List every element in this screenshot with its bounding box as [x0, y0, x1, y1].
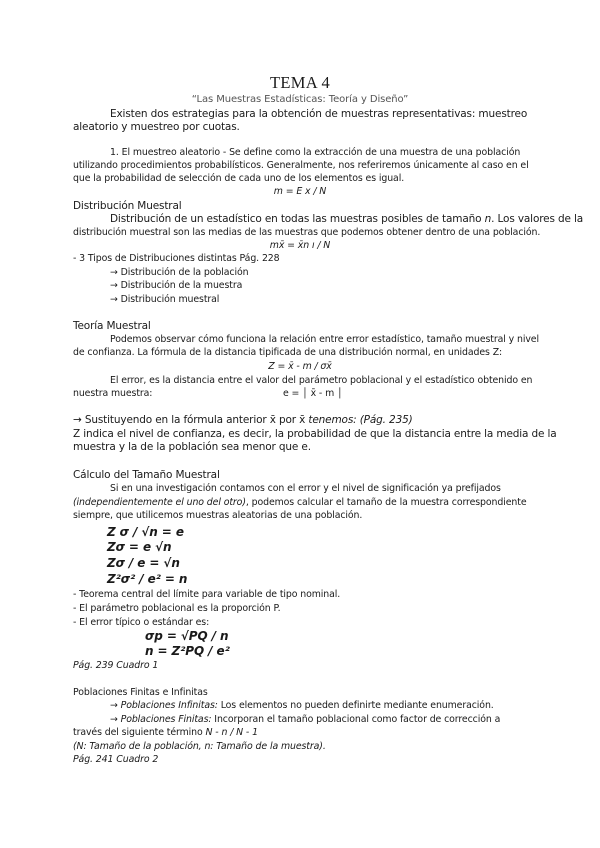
distribucion-line-1: Distribución de un estadístico en todas las muestras posibles de tamaño n. Los valores de la: [110, 213, 584, 225]
poblaciones-finitas-line-2: través del siguiente término N - n / N - 1: [73, 727, 258, 738]
calculo-line-2: (independientemente el uno del otro), podemos calcular el tamaño de la muestra correspondiente: [73, 497, 527, 508]
heading-distribucion-muestral: Distribución Muestral: [73, 200, 182, 212]
formula-n: n = Z²PQ / e²: [145, 644, 230, 658]
teoria-line-4: nuestra muestra:: [73, 388, 153, 399]
heading-poblaciones: Poblaciones Finitas e Infinitas: [73, 687, 208, 698]
formula-sigma-p: σp = √PQ / n: [145, 629, 229, 643]
calculo-line-3: siempre, que utilicemos muestras aleatorias de una población.: [73, 510, 363, 521]
teoria-line-2: de confianza. La fórmula de la distancia tipificada de una distribución normal, en unidades Z:: [73, 347, 503, 358]
page-title: TEMA 4: [269, 73, 330, 92]
sustituyendo-line: → Sustituyendo en la fórmula anterior x̄ por x̄ tenemos: (Pág. 235): [73, 414, 413, 426]
tipos-distribuciones: - 3 Tipos de Distribuciones distintas Pág. 228: [73, 253, 280, 264]
page-subtitle: “Las Muestras Estadísticas: Teoría y Diseño”: [191, 94, 409, 105]
intro-line-2: aleatorio y muestreo por cuotas.: [73, 121, 240, 133]
z-explicacion-line-1: Z indica el nivel de confianza, es decir, la probabilidad de que la distancia entre la media de la: [73, 428, 557, 440]
teoria-line-3: El error, es la distancia entre el valor del parámetro poblacional y el estadístico obtenido en: [110, 375, 533, 386]
ref-cuadro-1: Pág. 239 Cuadro 1: [73, 660, 159, 671]
calculo-line-1: Si en una investigación contamos con el error y el nivel de significación ya prefijados: [110, 483, 501, 494]
heading-calculo-tamano: Cálculo del Tamaño Muestral: [73, 469, 220, 481]
formula-step-1: Z σ / √n = e: [107, 525, 184, 539]
nota-tamanos: (N: Tamaño de la población, n: Tamaño de la muestra).: [73, 741, 326, 752]
bullet-error-tipico: - El error típico o estándar es:: [73, 617, 210, 628]
list-item: → Distribución de la población: [110, 267, 249, 278]
list-item: → Distribución de la muestra: [110, 280, 243, 291]
formula-z: Z = x̄ - m / σx̄: [268, 361, 332, 372]
bullet-parametro: - El parámetro poblacional es la proporción P.: [73, 603, 281, 614]
formula-error: e = │ x̄ - m │: [283, 388, 343, 399]
muestreo-line-3: que la probabilidad de selección de cada uno de los elementos es igual.: [73, 173, 405, 184]
formula-media-muestral: mx̄ = x̄n ı / N: [269, 240, 331, 251]
heading-teoria-muestral: Teoría Muestral: [73, 320, 151, 332]
ref-cuadro-2: Pág. 241 Cuadro 2: [73, 754, 159, 765]
formula-step-2: Zσ = e √n: [107, 540, 172, 554]
muestreo-line-1: 1. El muestreo aleatorio - Se define como la extracción de una muestra de una población: [110, 147, 521, 158]
muestreo-line-2: utilizando procedimientos probabilísticos. Generalmente, nos referiremos únicamente al caso en el: [73, 160, 529, 171]
poblaciones-infinitas: → Poblaciones Infinitas: Los elementos no pueden definirte mediante enumeración.: [110, 700, 494, 711]
intro-line-1: Existen dos estrategias para la obtención de muestras representativas: muestreo: [110, 108, 528, 120]
teoria-line-1: Podemos observar cómo funciona la relación entre error estadístico, tamaño muestral y nivel: [110, 334, 539, 345]
bullet-teorema: - Teorema central del límite para variable de tipo nominal.: [73, 589, 341, 600]
formula-step-4: Z²σ² / e² = n: [107, 572, 188, 586]
poblaciones-finitas: → Poblaciones Finitas: Incorporan el tamaño poblacional como factor de corrección a: [110, 714, 501, 725]
distribucion-line-2: distribución muestral son las medias de las muestras que podemos obtener dentro de una población.: [73, 227, 541, 238]
z-explicacion-line-2: muestra y la de la población sea menor que e.: [73, 441, 311, 453]
list-item: → Distribución muestral: [110, 294, 220, 305]
formula-media: m = E x / N: [273, 186, 327, 197]
formula-step-3: Zσ / e = √n: [107, 556, 180, 570]
